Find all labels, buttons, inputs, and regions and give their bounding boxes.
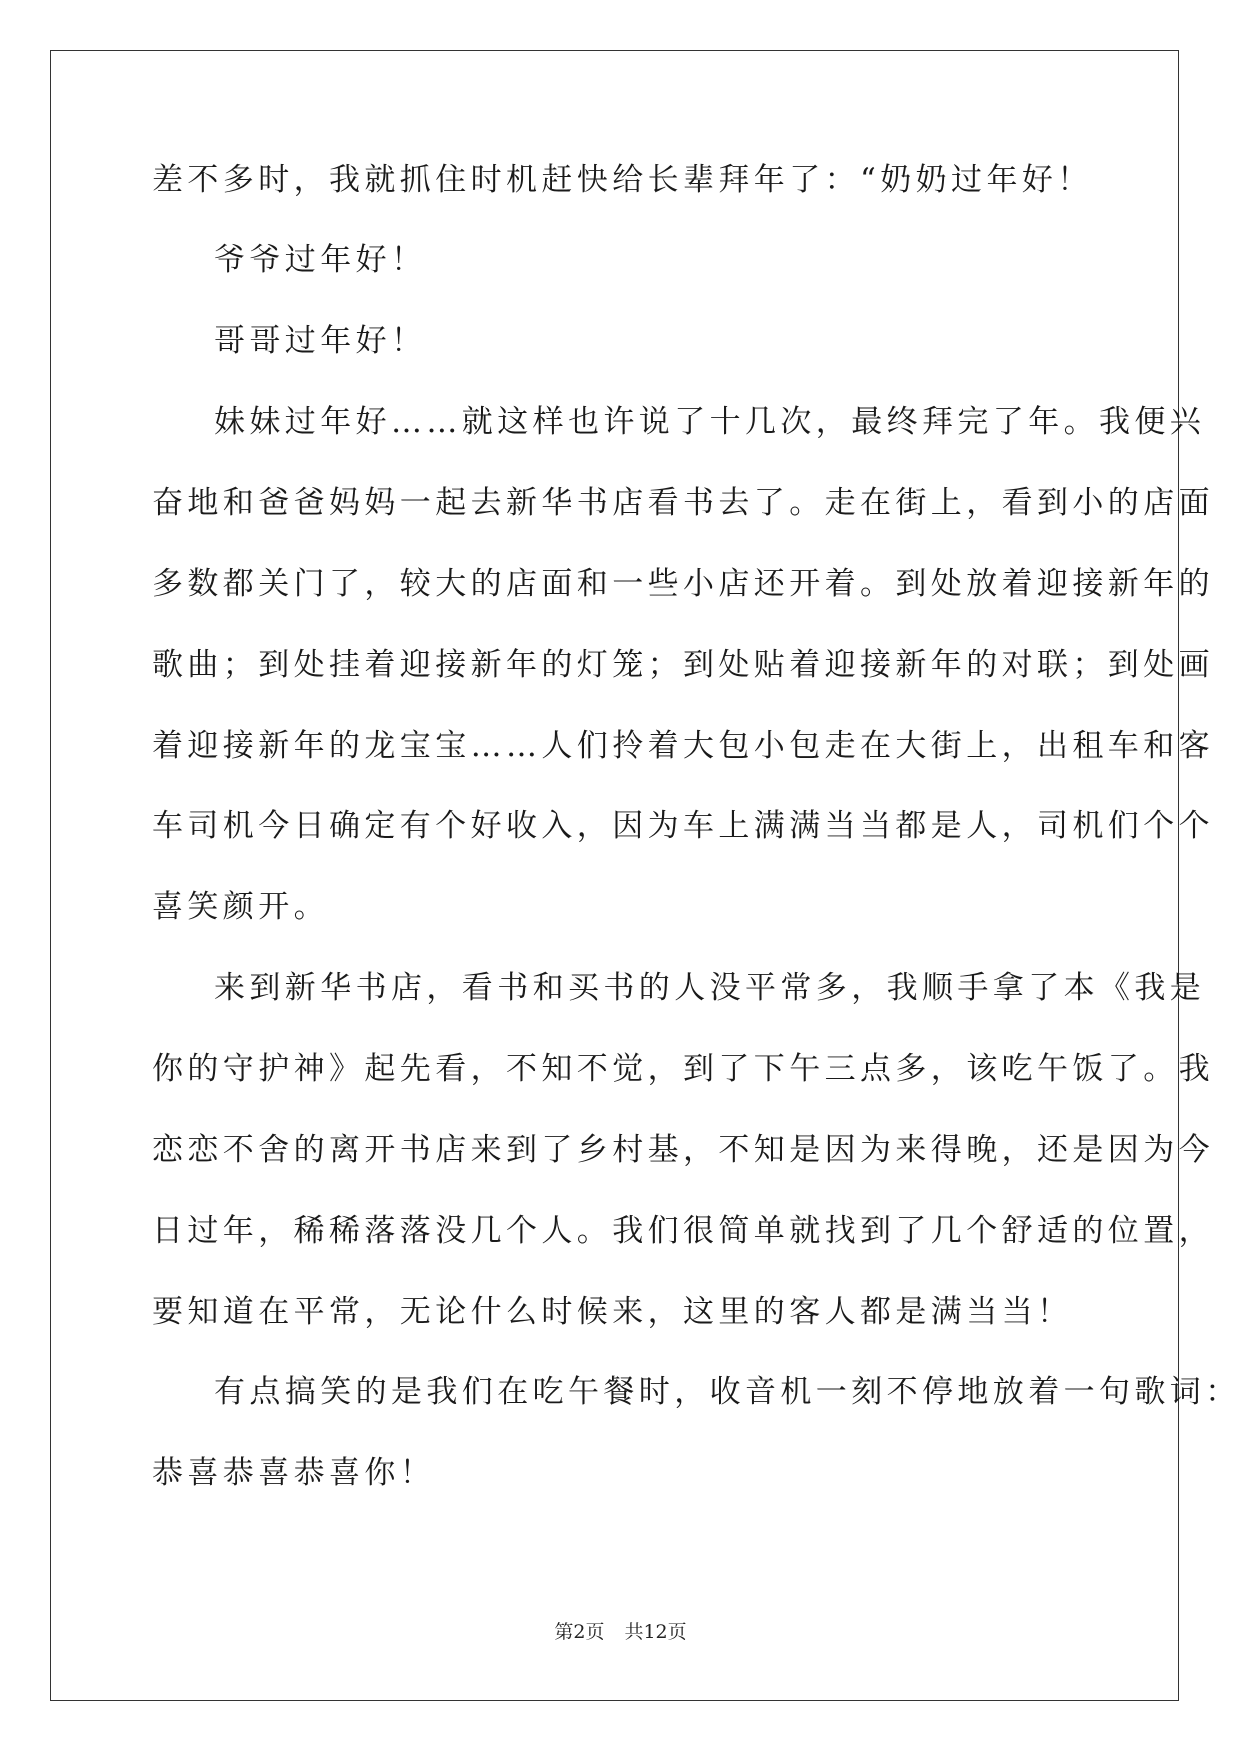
paragraph-line: 差不多时，我就抓住时机赶快给长辈拜年了：“奶奶过年好！: [152, 162, 1093, 198]
paragraph-line: 你的守护神》起先看，不知不觉，到了下午三点多，该吃午饭了。我: [152, 1051, 1214, 1087]
page-total: 共12页: [624, 1621, 687, 1643]
paragraph-line: 喜笑颜开。: [152, 889, 329, 925]
paragraph-line: 哥哥过年好！: [214, 323, 427, 359]
paragraph-line: 有点搞笑的是我们在吃午餐时，收音机一刻不停地放着一句歌词：: [214, 1374, 1241, 1410]
paragraph-line: 要知道在平常，无论什么时候来，这里的客人都是满当当！: [152, 1294, 1073, 1330]
paragraph-line: 歌曲；到处挂着迎接新年的灯笼；到处贴着迎接新年的对联；到处画: [152, 647, 1214, 683]
paragraph-line: 奋地和爸爸妈妈一起去新华书店看书去了。走在街上，看到小的店面: [152, 485, 1214, 521]
paragraph-line: 恭喜恭喜恭喜你！: [152, 1455, 436, 1491]
page-footer: [0, 1620, 1241, 1644]
page-number: 第2页: [554, 1621, 605, 1643]
paragraph-line: 车司机今日确定有个好收入，因为车上满满当当都是人，司机们个个: [152, 808, 1214, 844]
paragraph-line: 来到新华书店，看书和买书的人没平常多，我顺手拿了本《我是: [214, 970, 1206, 1006]
paragraph-line: 爷爷过年好！: [214, 242, 427, 278]
paragraph-line: 恋恋不舍的离开书店来到了乡村基，不知是因为来得晚，还是因为今: [152, 1132, 1214, 1168]
paragraph-line: 多数都关门了，较大的店面和一些小店还开着。到处放着迎接新年的: [152, 566, 1214, 602]
paragraph-line: 日过年，稀稀落落没几个人。我们很简单就找到了几个舒适的位置，: [152, 1213, 1214, 1249]
paragraph-line: 妹妹过年好……就这样也许说了十几次，最终拜完了年。我便兴: [214, 404, 1206, 440]
paragraph-line: 着迎接新年的龙宝宝……人们拎着大包小包走在大街上，出租车和客: [152, 728, 1214, 764]
